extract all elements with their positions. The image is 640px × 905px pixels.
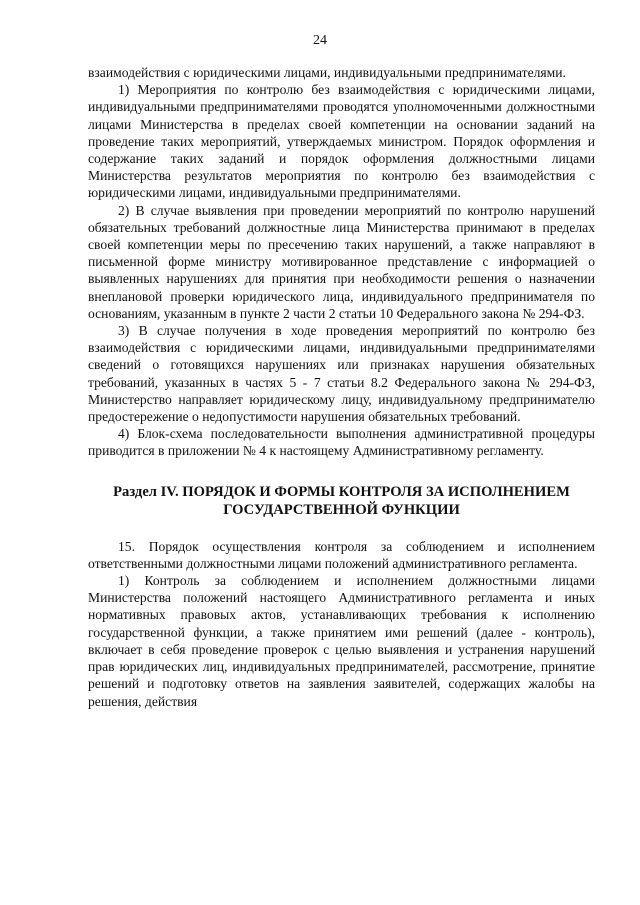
section-heading-line-1: Раздел IV. ПОРЯДОК И ФОРМЫ КОНТРОЛЯ ЗА ИСПОЛНЕНИЕМ [113,483,570,500]
paragraph-clause-15-item-1: 1) Контроль за соблюдением и исполнением должностными лицами Министерства положений настоящего Административного регламента и иных нормативных правовых актов, устанавливающих требования к исполнению государственной функции, а также принятием ими решений (далее - контроль), включает в себя проведение проверок с целью выявления и устранения нарушений прав юридических лиц, индивидуальных предпринимателей, рассмотрение, принятие решений и подготовку ответов на заявления заявителей, содержащих жалобы на решения, действия [88,573,595,709]
section-heading [88,483,595,519]
paragraph-clause-15: 15. Порядок осуществления контроля за соблюдением и исполнением ответственными должностными лицами положений административного регламента. [88,538,595,571]
document-body [88,64,595,710]
paragraph-item-1: 1) Мероприятия по контролю без взаимодействия с юридическими лицами, индивидуальными предпринимателями проводятся уполномоченными должностными лицами Министерства в пределах своей компетенции на основании заданий на проведение таких мероприятий, утверждаемых министром. Порядок оформления и содержание таких заданий и порядок оформления должностными лицами Министерства результатов мероприятия по контролю без взаимодействия с юридическими лицами, индивидуальными предпринимателями. [88,82,595,201]
page-number: 24 [313,33,327,48]
paragraph-item-2: 2) В случае выявления при проведении мероприятий по контролю нарушений обязательных требований должностные лица Министерства принимают в пределах своей компетенции меры по пресечению таких нарушений, а также направляют в письменной форме министру мотивированное представление с информацией о выявленных нарушениях для принятия при необходимости решения о назначении внеплановой проверки юридического лица, индивидуального предпринимателя по основаниям, указанным в пункте 2 части 2 статьи 10 Федерального закона № 294-ФЗ. [88,202,595,321]
section-heading-line-2: ГОСУДАРСТВЕННОЙ ФУНКЦИИ [223,501,460,518]
paragraph-continuation: взаимодействия с юридическими лицами, индивидуальными предпринимателями. [88,65,566,80]
paragraph-item-3: 3) В случае получения в ходе проведения мероприятий по контролю без взаимодействия с юридическими лицами, индивидуальными предпринимателями сведений о готовящихся нарушениях или признаках нарушения обязательных требований, указанных в частях 5 - 7 статьи 8.2 Федерального закона № 294-ФЗ, Министерство направляет юридическому лицу, индивидуальному предпринимателю предостережение о недопустимости нарушения обязательных требований. [88,323,595,425]
paragraph-item-4: 4) Блок-схема последовательности выполнения административной процедуры приводится в приложении № 4 к настоящему Административному регламенту. [88,426,595,459]
